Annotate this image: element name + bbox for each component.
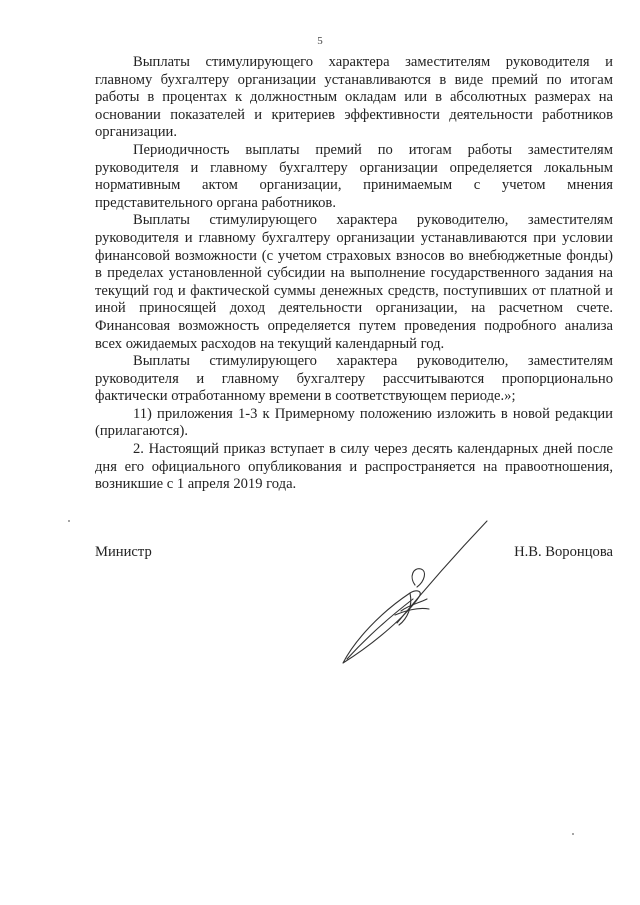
paragraph-bonus-periodicity: Периодичность выплаты премий по итогам работы заместителям руководителя и главному бухгалтеру организации определяется локальным нормативным актом организации, принимаемым с учетом мнения представительного органа работников. <box>95 141 613 211</box>
signatory-name: Н.В. Воронцова <box>514 544 613 560</box>
paragraph-appendices: 11) приложения 1-3 к Примерному положению изложить в новой редакции (прилагаются). <box>95 405 613 440</box>
page-number: 5 <box>317 35 323 47</box>
handwritten-signature <box>335 515 495 665</box>
scan-speck <box>68 520 70 522</box>
document-body <box>95 54 613 494</box>
signatory-title: Министр <box>95 544 152 560</box>
scan-speck <box>572 833 574 835</box>
paragraph-financial-possibility: Выплаты стимулирующего характера руководителю, заместителям руководителя и главному бухгалтеру организации устанавливаются при условии финансовой возможности (с учетом страховых взносов во внебюджетные фонды) в пределах установленной субсидии на выполнение государственного задания на текущий год и фактической суммы денежных средств, поступивших от платной и иной приносящей доход деятельности организации, на расчетном счете. Финансовая возможность определяется путем проведения подробного анализа всех ожидаемых расходов на текущий календарный год. <box>95 212 613 352</box>
paragraph-effective-date: 2. Настоящий приказ вступает в силу через десять календарных дней после дня его официального опубликования и распространяется на правоотношения, возникшие с 1 апреля 2019 года. <box>95 441 613 493</box>
paragraph-bonus-payments: Выплаты стимулирующего характера заместителям руководителя и главному бухгалтеру организации устанавливаются в виде премий по итогам работы в процентах к должностным окладам или в абсолютных размерах на основании показателей и критериев эффективности деятельности работников организации. <box>95 54 613 141</box>
paragraph-proportional-calculation: Выплаты стимулирующего характера руководителю, заместителям руководителя и главному бухгалтеру рассчитываются пропорционально фактически отработанному времени в соответствующем периоде.»; <box>95 353 613 405</box>
